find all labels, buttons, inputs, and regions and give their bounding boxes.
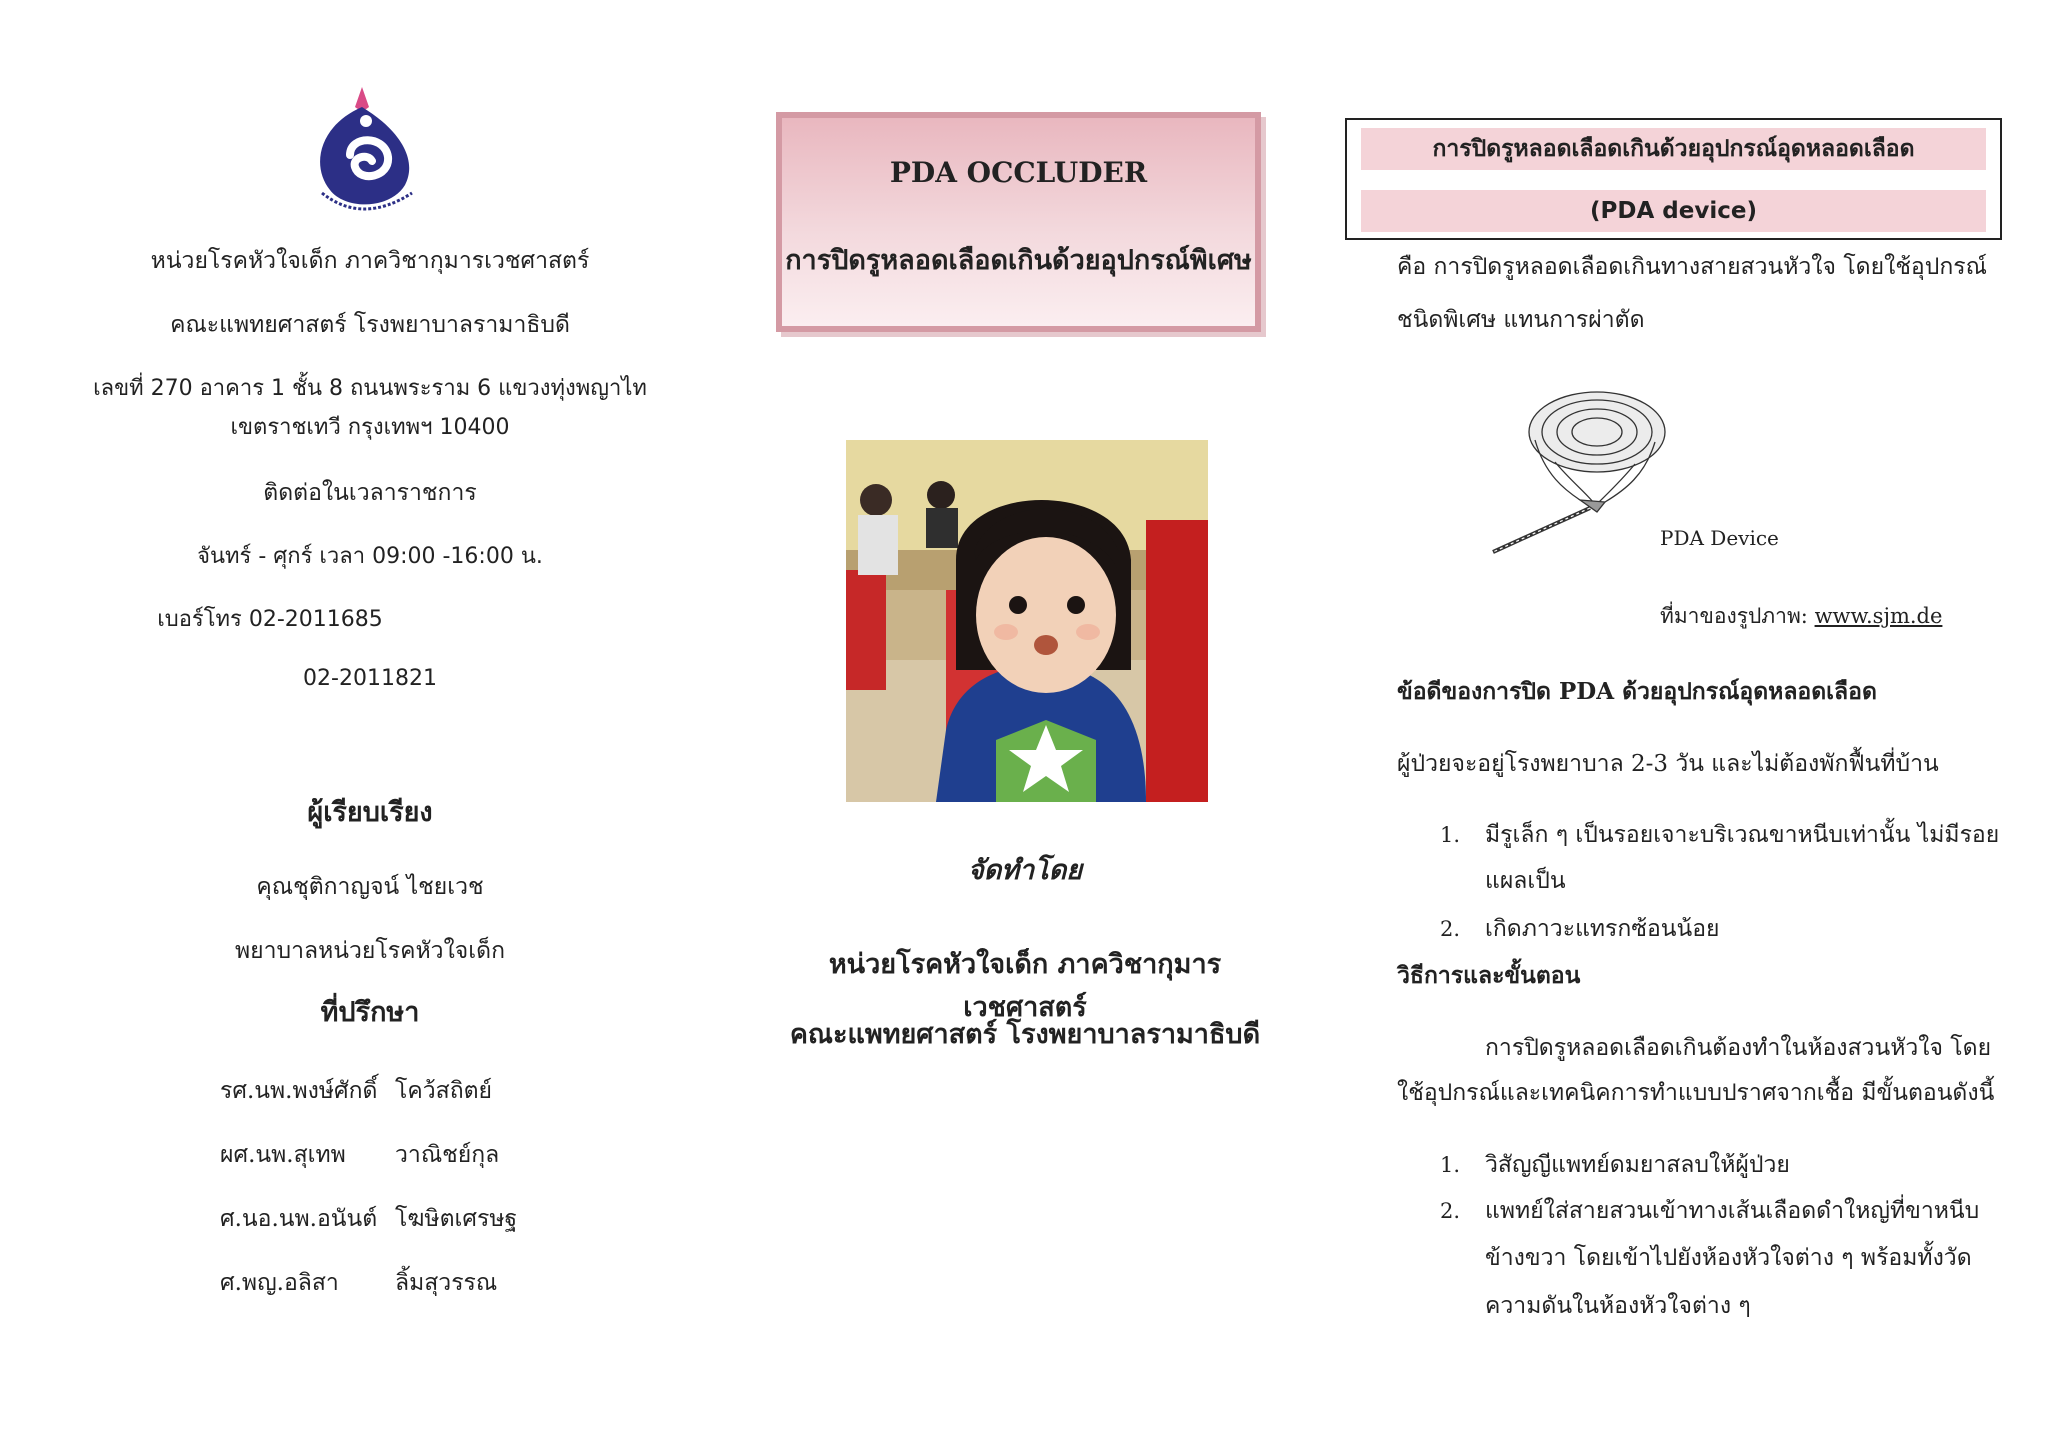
right-panel (1345, 0, 2025, 1447)
compiler-heading: ผู้เรียบเรียง (307, 797, 433, 828)
step-line: ความดันในห้องหัวใจต่าง ๆ (1485, 1293, 1751, 1319)
left-panel (90, 0, 650, 1447)
step-line: วิสัญญีแพทย์ดมยาสลบให้ผู้ป่วย (1485, 1152, 1790, 1178)
advisor-row (220, 1201, 600, 1237)
intro-line-2: ชนิดพิเศษ แทนการผ่าตัด (1397, 307, 1645, 333)
unit-line-1: หน่วยโรคหัวใจเด็ก ภาควิชากุมารเวชศาสตร์ (150, 248, 590, 274)
advisor-surname: โฆษิตเศรษฐ (395, 1206, 518, 1232)
faculty-logo (300, 85, 435, 220)
pda-device-image (1485, 380, 1670, 555)
advantages-intro: ผู้ป่วยจะอยู่โรงพยาบาล 2-3 วัน และไม่ต้องพักฟื้นที่บ้าน (1397, 751, 1939, 777)
source-label: ที่มาของรูปภาพ: (1660, 604, 1808, 628)
section-title-box (1345, 118, 2002, 240)
advisor-surname: โคว้สถิตย์ (395, 1078, 493, 1104)
advantages-heading: ข้อดีของการปิด PDA ด้วยอุปกรณ์อุดหลอดเลือด (1397, 678, 1877, 705)
compiler-role: พยาบาลหน่วยโรคหัวใจเด็ก (234, 938, 506, 964)
source-link[interactable]: www.sjm.de (1814, 604, 1943, 628)
advisor-title: ศ.นอ.นพ.อนันต์ (220, 1206, 378, 1232)
title-box (776, 112, 1261, 332)
phone-2: 02-2011821 (303, 666, 437, 691)
made-by-line-1: หน่วยโรคหัวใจเด็ก ภาควิชากุมารเวชศาสตร์ (828, 949, 1222, 1023)
contact-label: ติดต่อในเวลาราชการ (263, 480, 477, 506)
advisors-heading: ที่ปรึกษา (320, 997, 420, 1028)
brochure-subtitle: การปิดรูหลอดเลือดเกินด้วยอุปกรณ์พิเศษ (785, 245, 1252, 276)
device-caption: PDA Device (1660, 526, 1779, 550)
made-by-line-2: คณะแพทยศาสตร์ โรงพยาบาลรามาธิบดี (789, 1019, 1261, 1050)
brochure-title: PDA OCCLUDER (889, 156, 1148, 189)
section-title-line-2: (PDA device) (1361, 190, 1986, 232)
advantage-number: 1. (1440, 823, 1461, 847)
unit-line-2: คณะแพทยศาสตร์ โรงพยาบาลรามาธิบดี (170, 312, 570, 338)
address-line-1: เลขที่ 270 อาคาร 1 ชั้น 8 ถนนพระราม 6 แขวงทุ่งพญาไท (93, 376, 647, 401)
advisor-title: รศ.นพ.พงษ์ศักดิ์ (220, 1078, 378, 1104)
child-photo (846, 440, 1208, 802)
step-number: 2. (1440, 1199, 1461, 1223)
advisor-row (220, 1265, 600, 1301)
procedure-intro-1: การปิดรูหลอดเลือดเกินต้องทำในห้องสวนหัวใจ โดย (1485, 1035, 1992, 1061)
office-hours: จันทร์ - ศุกร์ เวลา 09:00 -16:00 น. (197, 544, 543, 569)
step-line: แพทย์ใส่สายสวนเข้าทางเส้นเลือดดำใหญ่ที่ขาหนีบ (1485, 1198, 1980, 1224)
step-line: ข้างขวา โดยเข้าไปยังห้องหัวใจต่าง ๆ พร้อมทั้งวัด (1485, 1245, 1972, 1271)
section-title-line-1: การปิดรูหลอดเลือดเกินด้วยอุปกรณ์อุดหลอดเลือด (1361, 128, 1986, 170)
advisor-row (220, 1073, 600, 1109)
advisor-row (220, 1137, 600, 1173)
address-line-2: เขตราชเทวี กรุงเทพฯ 10400 (230, 415, 510, 440)
advisor-title: ผศ.นพ.สุเทพ (220, 1142, 346, 1168)
intro-line-1: คือ การปิดรูหลอดเลือดเกินทางสายสวนหัวใจ โดยใช้อุปกรณ์ (1397, 254, 1987, 280)
image-source (1660, 601, 1942, 631)
advantage-line: มีรูเล็ก ๆ เป็นรอยเจาะบริเวณขาหนีบเท่านั้น ไม่มีรอย (1485, 822, 2000, 848)
advisor-surname: ลิ้มสุวรรณ (395, 1270, 498, 1296)
middle-panel (770, 0, 1280, 1447)
procedure-heading: วิธีการและขั้นตอน (1397, 962, 1581, 989)
advisor-title: ศ.พญ.อลิสา (220, 1270, 339, 1296)
advantage-line: เกิดภาวะแทรกซ้อนน้อย (1485, 916, 1720, 942)
advisor-surname: วาณิชย์กุล (395, 1142, 500, 1168)
advantage-number: 2. (1440, 917, 1461, 941)
advantage-line: แผลเป็น (1485, 868, 1566, 894)
procedure-intro-2: ใช้อุปกรณ์และเทคนิคการทำแบบปราศจากเชื้อ มีขั้นตอนดังนี้ (1397, 1080, 1995, 1106)
phone-1: เบอร์โทร 02-2011685 (157, 607, 383, 632)
made-by-label: จัดทำโดย (967, 855, 1083, 886)
compiler-name: คุณชุติกาญจน์ ไชยเวช (256, 874, 484, 900)
step-number: 1. (1440, 1153, 1461, 1177)
